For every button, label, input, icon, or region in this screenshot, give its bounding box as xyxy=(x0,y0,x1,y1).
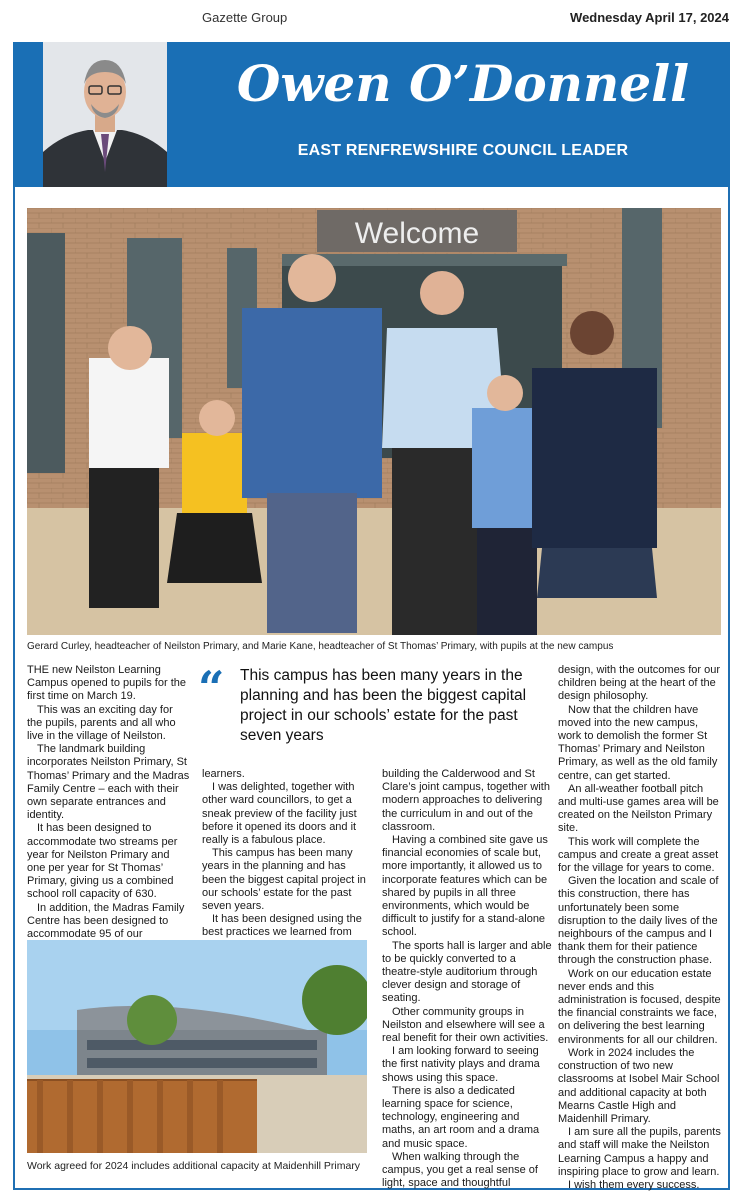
paragraph: This work will complete the campus and create a great asset for the village for years to come. xyxy=(558,835,719,875)
paragraph: Now that the children have moved into the new campus, work to demolish the former St Thomas’ Primary and Neilston Primary, as well as the old family centre, can get started. xyxy=(558,703,718,782)
paragraph: Having a combined site gave us financial economies of scale but, more importantly, it allowed us to incorporate features which can be shared by pupils in all three environments, which would be difficult to justify for a stand-alone school. xyxy=(382,834,548,939)
svg-text:Welcome: Welcome xyxy=(354,217,480,250)
main-photo-caption: Gerard Curley, headteacher of Neilston Primary, and Marie Kane, headteacher of St Thomas’ Primary, with pupils at the new campus xyxy=(27,641,614,652)
publication-name: Gazette Group xyxy=(202,10,288,25)
school-building-photo xyxy=(27,940,367,1153)
paragraph: The sports hall is larger and able to be quickly converted to a theatre-style auditorium through clever design and storage of seating. xyxy=(382,939,552,1005)
columnist-masthead xyxy=(13,42,730,187)
quote-mark-icon: “ xyxy=(198,661,225,715)
paragraph: Given the location and scale of this construction, there has unfortunately been some disruption to the daily lives of the neighbours of the campus and I thank them for their patience through the construction phase. xyxy=(558,875,719,967)
pull-quote: This campus has been many years in the planning and has been the biggest capital project in our schools’ estate for the past seven years xyxy=(240,667,527,744)
paragraph: I am sure all the pupils, parents and staff will make the Neilston Learning Campus a happy and inspiring place to grow and learn. xyxy=(558,1126,721,1178)
paragraph: In addition, the Madras Family Centre has been designed to accommodate 95 of our xyxy=(27,901,185,941)
paragraph: There is also a dedicated learning space for science, technology, engineering and maths, an art room and a drama and music space. xyxy=(382,1084,540,1150)
paragraph: I am looking forward to seeing the first nativity plays and drama shows using this space. xyxy=(382,1045,540,1084)
columnist-portrait xyxy=(43,42,167,187)
paragraph: This was an exciting day for the pupils, parents and all who live in the village of Neilston. xyxy=(27,703,176,743)
paragraph: An all-weather football pitch and multi-use games area will be created on the Neilston Primary site. xyxy=(558,782,719,835)
columnist-role: EAST RENFREWSHIRE COUNCIL LEADER xyxy=(297,142,629,159)
top-bar xyxy=(0,0,747,30)
article-column-3 xyxy=(382,768,554,1191)
paragraph: I wish them every success. xyxy=(568,1178,700,1191)
school-building-caption: Work agreed for 2024 includes additional capacity at Maidenhill Primary xyxy=(27,1160,361,1172)
paragraph: When walking through the campus, you get a real sense of light, space and thoughtful xyxy=(382,1150,538,1190)
paragraph: Other community groups in Neilston and elsewhere will see a real benefit for their own activities. xyxy=(382,1005,549,1045)
paragraph: Work on our education estate never ends and this administration is focused, despite the financial constraints we face, on delivering the best learning environments for all our children. xyxy=(558,967,721,1046)
paragraph: design, with the outcomes for our children being at the heart of the design philosophy. xyxy=(558,664,721,703)
paragraph: It has been designed using the best practices we learned from xyxy=(202,913,362,939)
issue-date: Wednesday April 17, 2024 xyxy=(570,10,729,25)
article-column-2 xyxy=(202,768,372,940)
paragraph: It has been designed to accommodate two streams per year for Neilston Primary and one per year for St Thomas’ Primary, giving us a combined school roll capacity of 630. xyxy=(27,822,178,901)
paragraph: Work in 2024 includes the construction of two new classrooms at Isobel Mair School and additional capacity at both Mearns Castle High and Maidenhill Primary. xyxy=(558,1046,720,1125)
paragraph: I was delighted, together with other ward councillors, to get a sneak preview of the facility just before it opened its doors and it really is a fabulous place. xyxy=(202,781,357,847)
paragraph: learners. xyxy=(202,768,245,780)
article-column-4 xyxy=(558,664,724,1192)
paragraph: THE new Neilston Learning Campus opened to pupils for the first time on March 19. xyxy=(27,664,186,703)
columnist-name: Owen O’Donnell xyxy=(236,54,690,113)
paragraph: building the Calderwood and St Clare’s joint campus, together with modern approaches to delivering the curriculum in and out of the classroom. xyxy=(382,768,550,833)
article-column-1 xyxy=(27,664,190,954)
paragraph: The landmark building incorporates Neilston Primary, St Thomas’ Primary and the Madras Family Centre – each with their own separate entrances and identity. xyxy=(27,743,190,822)
main-photo xyxy=(27,208,721,635)
paragraph: This campus has been many years in the planning and has been the biggest capital project in our schools’ estate for the past seven years. xyxy=(202,847,366,913)
